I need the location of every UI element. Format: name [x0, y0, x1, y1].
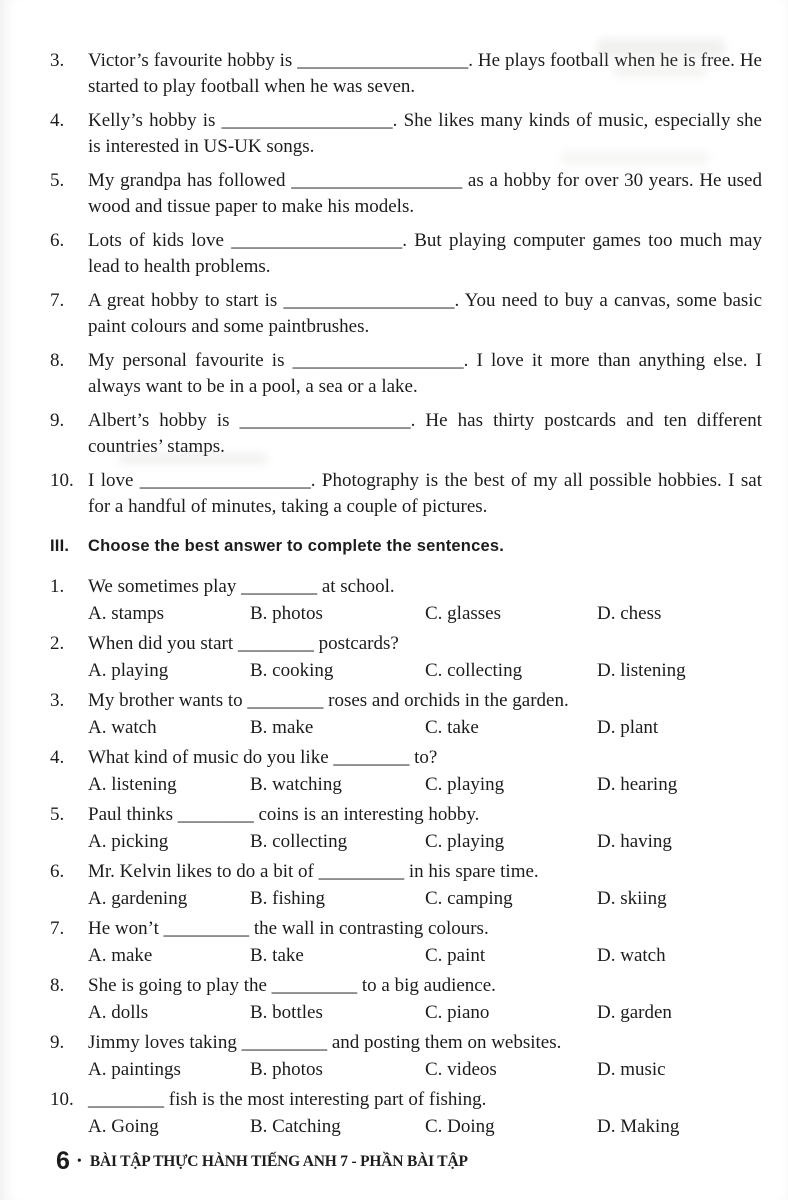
mcq-options [50, 886, 762, 911]
answer-option: B. photos [250, 603, 323, 624]
answer-option: B. bottles [250, 1002, 323, 1023]
section-title: Choose the best answer to complete the sentences. [88, 537, 504, 555]
question-number: 9. [50, 1032, 65, 1053]
question-text: She is going to play the _________ to a big audience. [88, 975, 496, 996]
mcq-question [50, 574, 762, 599]
item-text: Albert’s hobby is __________________. He has thirty postcards and ten different countries’ stamps. [88, 410, 762, 457]
answer-option: D. having [597, 831, 672, 852]
question-text: Jimmy loves taking _________ and posting them on websites. [88, 1032, 562, 1053]
question-text: My brother wants to ________ roses and orchids in the garden. [88, 690, 569, 711]
item-text: I love __________________. Photography is the best of my all possible hobbies. I sat for a handful of minutes, taking a couple of pictures. [88, 470, 762, 517]
item-number: 4. [50, 110, 65, 131]
question-text: ________ fish is the most interesting part of fishing. [88, 1089, 487, 1110]
fill-in-item [50, 108, 762, 160]
answer-option: D. garden [597, 1002, 672, 1023]
answer-option: C. take [425, 717, 479, 738]
question-number: 8. [50, 975, 65, 996]
section-number: III. [50, 537, 70, 555]
question-number: 6. [50, 861, 65, 882]
mcq-options [50, 1000, 762, 1025]
mcq-question [50, 688, 762, 713]
fill-in-item [50, 288, 762, 340]
answer-option: A. paintings [88, 1059, 181, 1080]
answer-option: C. videos [425, 1059, 497, 1080]
answer-option: C. piano [425, 1002, 490, 1023]
answer-option: B. make [250, 717, 314, 738]
answer-option: C. Doing [425, 1116, 495, 1137]
answer-option: A. Going [88, 1116, 159, 1137]
answer-option: B. Catching [250, 1116, 341, 1137]
answer-option: C. playing [425, 831, 505, 852]
answer-option: B. fishing [250, 888, 325, 909]
question-text: Mr. Kelvin likes to do a bit of _________ in his spare time. [88, 861, 539, 882]
question-number: 2. [50, 633, 65, 654]
answer-option: D. watch [597, 945, 666, 966]
page-number: 6 [56, 1147, 70, 1175]
item-text: My grandpa has followed __________________ as a hobby for over 30 years. He used wood and tissue paper to make his models. [88, 170, 762, 217]
mcq-options [50, 1057, 762, 1082]
mcq-question [50, 916, 762, 941]
item-text: My personal favourite is __________________. I love it more than anything else. I always want to be in a pool, a sea or a lake. [88, 350, 762, 397]
item-number: 5. [50, 170, 65, 191]
answer-option: B. photos [250, 1059, 323, 1080]
item-number: 10. [50, 470, 74, 491]
item-text: Victor’s favourite hobby is __________________. He plays football when he is free. He started to play football when he was seven. [88, 50, 762, 97]
question-number: 1. [50, 576, 65, 597]
item-text: Lots of kids love __________________. But playing computer games too much may lead to health problems. [88, 230, 762, 277]
item-number: 3. [50, 50, 65, 71]
answer-option: D. music [597, 1059, 666, 1080]
item-number: 9. [50, 410, 65, 431]
mcq-options [50, 943, 762, 968]
bullet-separator-icon: • [76, 1153, 82, 1169]
item-number: 7. [50, 290, 65, 311]
fill-in-section [50, 48, 762, 520]
answer-option: C. collecting [425, 660, 523, 681]
answer-option: D. Making [597, 1116, 680, 1137]
item-number: 6. [50, 230, 65, 251]
answer-option: A. picking [88, 831, 169, 852]
answer-option: A. gardening [88, 888, 188, 909]
mcq-question [50, 1087, 762, 1112]
answer-option: D. plant [597, 717, 659, 738]
section-heading [50, 533, 762, 559]
question-text: What kind of music do you like ________ to? [88, 747, 438, 768]
question-number: 3. [50, 690, 65, 711]
mcq-options [50, 1114, 762, 1139]
answer-option: C. paint [425, 945, 486, 966]
question-number: 4. [50, 747, 65, 768]
answer-option: D. listening [597, 660, 686, 681]
answer-option: C. glasses [425, 603, 501, 624]
fill-in-item [50, 168, 762, 220]
answer-option: B. collecting [250, 831, 348, 852]
answer-option: D. chess [597, 603, 662, 624]
fill-in-item [50, 408, 762, 460]
mcq-question [50, 631, 762, 656]
item-number: 8. [50, 350, 65, 371]
fill-in-item [50, 468, 762, 520]
question-number: 7. [50, 918, 65, 939]
answer-option: A. listening [88, 774, 177, 795]
answer-option: B. cooking [250, 660, 334, 681]
mcq-options [50, 829, 762, 854]
mcq-question [50, 859, 762, 884]
answer-option: C. playing [425, 774, 505, 795]
fill-in-item [50, 348, 762, 400]
answer-option: A. dolls [88, 1002, 149, 1023]
mcq-options [50, 658, 762, 683]
answer-option: B. watching [250, 774, 342, 795]
answer-option: C. camping [425, 888, 513, 909]
answer-option: A. stamps [88, 603, 164, 624]
question-text: He won’t _________ the wall in contrasting colours. [88, 918, 489, 939]
mcq-options [50, 601, 762, 626]
mcq-options [50, 772, 762, 797]
answer-option: D. skiing [597, 888, 667, 909]
mcq-section [50, 574, 762, 1139]
answer-option: A. watch [88, 717, 157, 738]
page-footer [50, 1149, 762, 1174]
fill-in-item [50, 228, 762, 280]
item-text: Kelly’s hobby is __________________. She likes many kinds of music, especially she is interested in US-UK songs. [88, 110, 762, 157]
mcq-question [50, 973, 762, 998]
mcq-question [50, 1030, 762, 1055]
answer-option: D. hearing [597, 774, 678, 795]
question-text: We sometimes play ________ at school. [88, 576, 395, 597]
mcq-question [50, 802, 762, 827]
mcq-question [50, 745, 762, 770]
answer-option: A. make [88, 945, 153, 966]
book-title: BÀI TẬP THỰC HÀNH TIẾNG ANH 7 - PHẦN BÀI TẬP [89, 1152, 468, 1170]
answer-option: A. playing [88, 660, 169, 681]
question-text: Paul thinks ________ coins is an interesting hobby. [88, 804, 480, 825]
question-number: 10. [50, 1089, 74, 1110]
question-number: 5. [50, 804, 65, 825]
item-text: A great hobby to start is __________________. You need to buy a canvas, some basic paint colours and some paintbrushes. [88, 290, 762, 337]
answer-option: B. take [250, 945, 304, 966]
fill-in-item [50, 48, 762, 100]
question-text: When did you start ________ postcards? [88, 633, 399, 654]
mcq-options [50, 715, 762, 740]
